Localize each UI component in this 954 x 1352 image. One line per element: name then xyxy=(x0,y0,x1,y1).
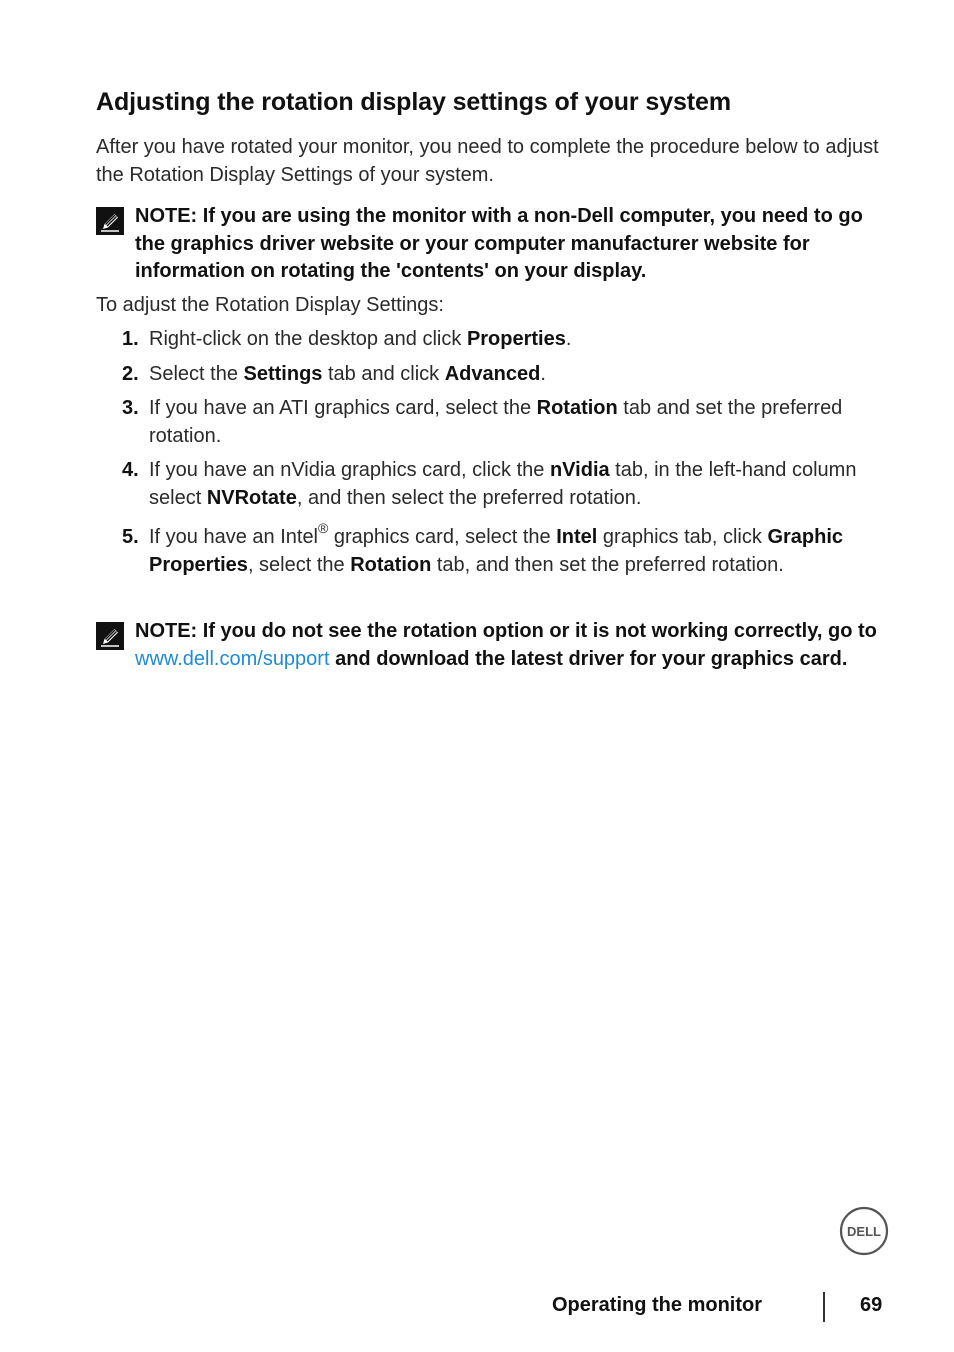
intro-paragraph: After you have rotated your monitor, you need to complete the procedure below to adjust the Rotation Display Settings of your system. xyxy=(96,136,879,186)
list-item: 4. If you have an nVidia graphics card, click the nVidia tab, in the left-hand column select NVRotate, and then select the preferred rotation. xyxy=(122,459,857,509)
list-item: 3. If you have an ATI graphics card, select the Rotation tab and set the preferred rotation. xyxy=(122,397,843,447)
note-text-2: NOTE: If you do not see the rotation option or it is not working correctly, go to www.dell.com/support and download the latest driver for your graphics card. xyxy=(135,620,877,670)
dell-logo-icon xyxy=(839,1206,889,1256)
steps-list xyxy=(96,326,886,579)
note-text-1: NOTE: If you are using the monitor with a non-Dell computer, you need to go the graphics driver website or your computer manufacturer website for information on rotating the 'contents' on your display. xyxy=(135,205,863,282)
pencil-note-icon xyxy=(96,622,124,650)
footer-divider xyxy=(823,1292,825,1322)
list-item: 1. Right-click on the desktop and click Properties. xyxy=(122,328,572,350)
steps-lead: To adjust the Rotation Display Settings: xyxy=(96,294,444,316)
list-item: 5. If you have an Intel® graphics card, select the Intel graphics tab, click Graphic Properties, select the Rotation tab, and then set the preferred rotation. xyxy=(122,520,844,576)
pencil-note-icon xyxy=(96,207,124,235)
list-item: 2. Select the Settings tab and click Advanced. xyxy=(122,362,546,385)
dell-support-link[interactable]: www.dell.com/support xyxy=(135,647,330,670)
section-heading: Adjusting the rotation display settings of your system xyxy=(96,88,731,116)
footer-section-title: Operating the monitor xyxy=(552,1294,762,1316)
svg-text:DELL: DELL xyxy=(847,1224,881,1239)
note-block-1 xyxy=(96,203,896,286)
note-block-2 xyxy=(96,618,896,673)
page-number: 69 xyxy=(860,1294,883,1316)
